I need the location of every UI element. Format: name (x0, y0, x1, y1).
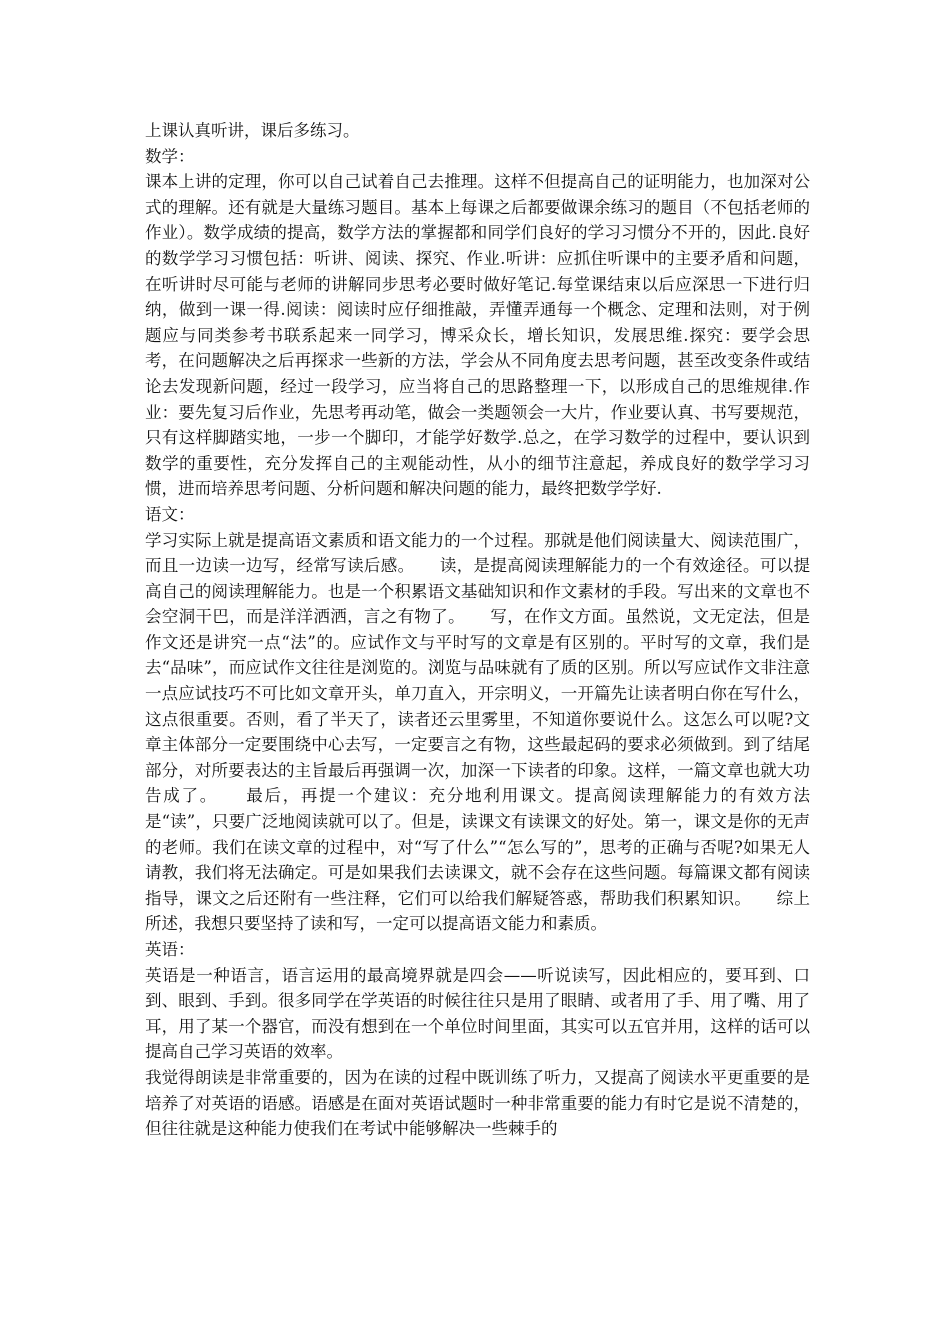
intro-line: 上课认真听讲，课后多练习。 (145, 121, 360, 140)
english-paragraph-1: 英语是一种语言，语言运用的最高境界就是四会——听说读写，因此相应的，要耳到、口到、眼到、手到。很多同学在学英语的时候往往只是用了眼睛、或者用了手、用了嘴、用了耳，用了某一个器官，而没有想到在一个单位时间里面，其实可以五官并用，这样的话可以提高自己学习英语的效率。 (145, 965, 810, 1062)
chinese-paragraph: 学习实际上就是提高语文素质和语文能力的一个过程。那就是他们阅读量大、阅读范围广，而且一边读一边写，经常写读后感。 读，是提高阅读理解能力的一个有效途径。可以提高自己的阅读理解能力。也是一个积累语文基础知识和作文素材的手段。写出来的文章也不会空洞干巴，而是洋洋洒洒，言之有物了。 写，在作文方面。虽然说，文无定法，但是作文还是讲究一点“法”的。应试作文与平时写的文章是有区别的。平时写的文章，我们是去“品味”，而应试作文往往是浏览的。浏览与品味就有了质的区别。所以写应试作文非注意一点应试技巧不可比如文章开头，单刀直入，开宗明义，一开篇先让读者明白你在写什么，这点很重要。否则，看了半天了，读者还云里雾里，不知道你要说什么。这怎么可以呢?文章主体部分一定要围绕中心去写，一定要言之有物，这些最起码的要求必须做到。到了结尾部分，对所要表达的主旨最后再强调一次，加深一下读者的印象。这样，一篇文章也就大功告成了。 最后，再提一个建议：充分地利用课文。提高阅读理解能力的有效方法是“读”，只要广泛地阅读就可以了。但是，读课文有读课文的好处。第一，课文是你的无声的老师。我们在读文章的过程中，对“写了什么”“怎么写的”，思考的正确与否呢?如果无人请教，我们将无法确定。可是如果我们去读课文，就不会存在这些问题。每篇课文都有阅读指导，课文之后还附有一些注释，它们可以给我们解疑答惑，帮助我们积累知识。 综上所述，我想只要坚持了读和写，一定可以提高语文能力和素质。 (145, 530, 810, 934)
math-paragraph: 课本上讲的定理，你可以自己试着自己去推理。这样不但提高自己的证明能力，也加深对公式的理解。还有就是大量练习题目。基本上每课之后都要做课余练习的题目（不包括老师的作业）。数学成绩的提高，数学方法的掌握都和同学们良好的学习习惯分不开的，因此.良好的数学学习习惯包括：听讲、阅读、探究、作业.听讲：应抓住听课中的主要矛盾和问题，在听讲时尽可能与老师的讲解同步思考必要时做好笔记.每堂课结束以后应深思一下进行归纳，做到一课一得.阅读：阅读时应仔细推敲，弄懂弄通每一个概念、定理和法则，对于例题应与同类参考书联系起来一同学习，博采众长，增长知识，发展思维.探究：要学会思考，在问题解决之后再探求一些新的方法，学会从不同角度去思考问题，甚至改变条件或结论去发现新问题，经过一段学习，应当将自己的思路整理一下，以形成自己的思维规律.作业：要先复习后作业，先思考再动笔，做会一类题领会一大片，作业要认真、书写要规范，只有这样脚踏实地，一步一个脚印，才能学好数学.总之，在学习数学的过程中，要认识到数学的重要性，充分发挥自己的主观能动性，从小的细节注意起，养成良好的数学学习习惯，进而培养思考问题、分析问题和解决问题的能力，最终把数学学好. (145, 172, 810, 499)
document-page (145, 118, 810, 1142)
section-heading-chinese: 语文： (145, 504, 195, 524)
section-heading-english: 英语： (145, 940, 195, 959)
english-paragraph-2: 我觉得朗读是非常重要的，因为在读的过程中既训练了听力，又提高了阅读水平更重要的是培养了对英语的语感。语感是在面对英语试题时一种非常重要的能力有时它是说不清楚的，但往往就是这种能力使我们在考试中能够解决一些棘手的 (145, 1067, 810, 1139)
section-heading-math: 数学： (145, 146, 195, 166)
